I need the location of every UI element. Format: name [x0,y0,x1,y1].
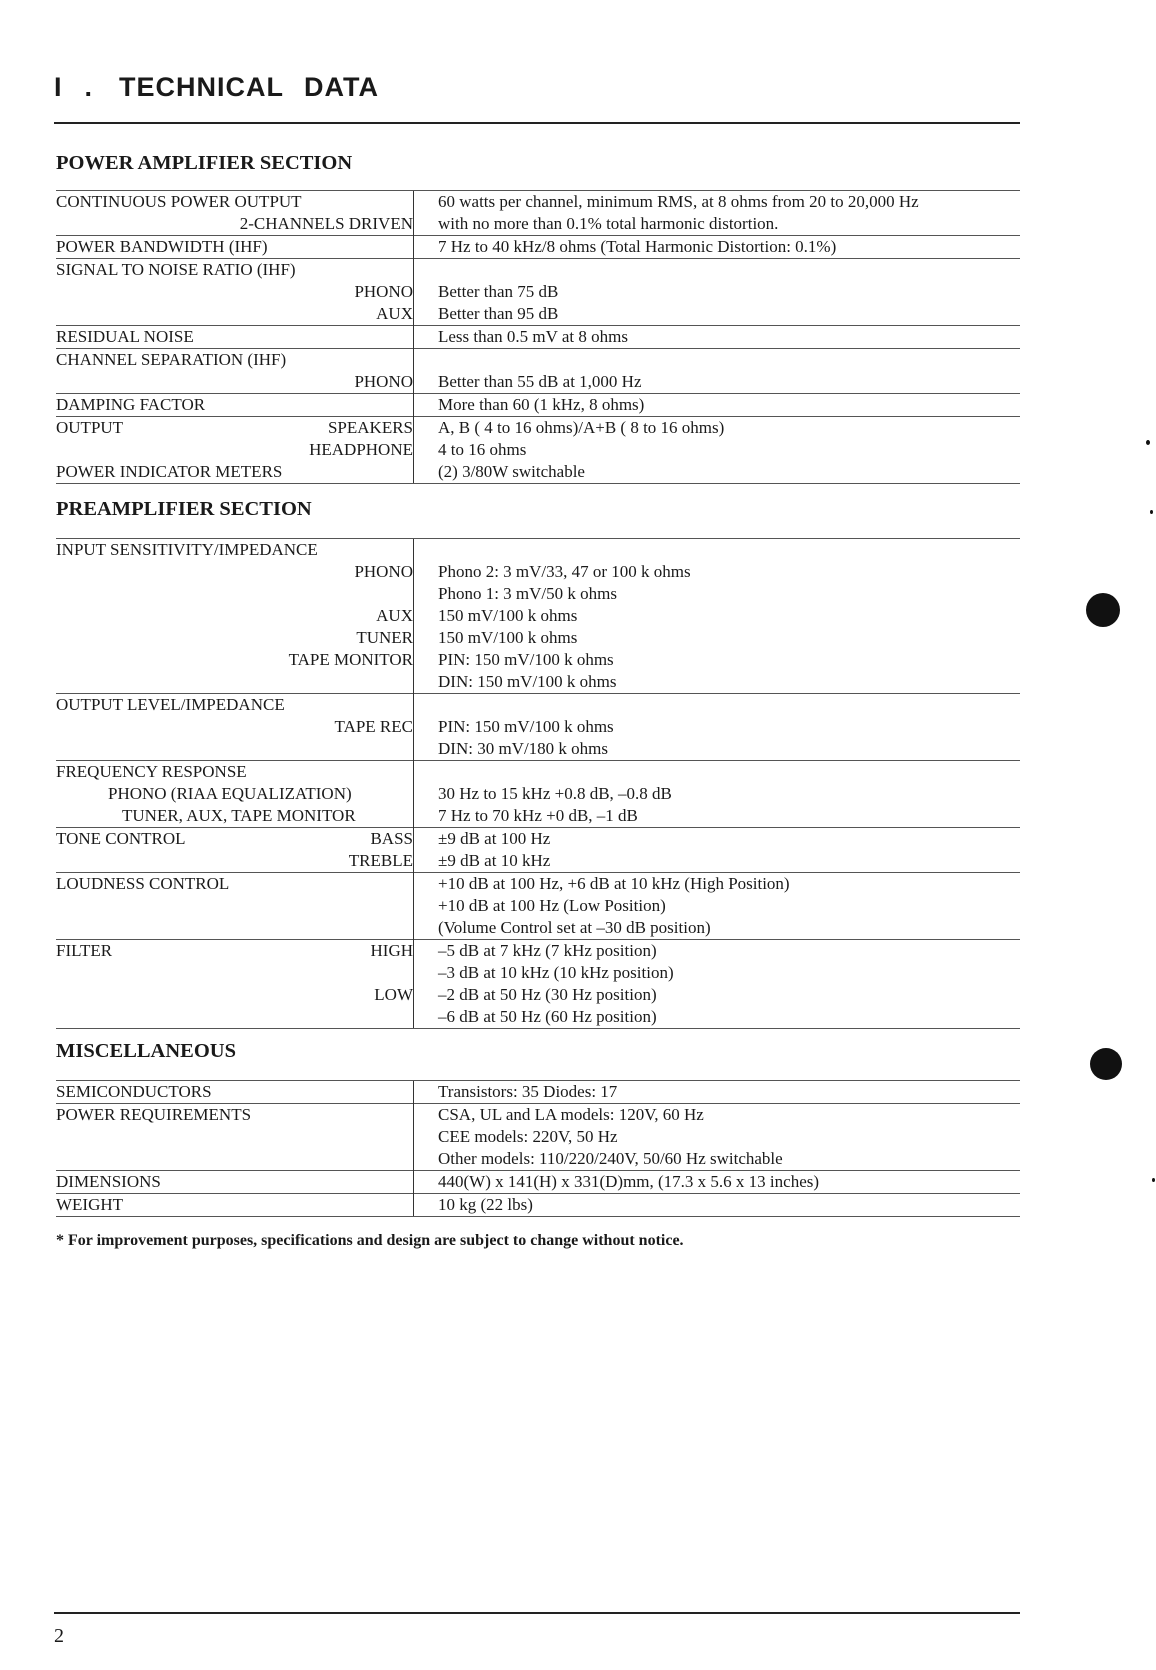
scan-speck [1152,1178,1155,1182]
spec-label-line [56,917,413,939]
spec-label-line [56,281,413,303]
page-number: 2 [54,1625,64,1647]
spec-label-line [56,349,413,371]
spec-label-line [56,1104,413,1126]
spec-label-line [56,828,413,850]
spec-label-line [56,1126,413,1148]
spec-value: A, B ( 4 to 16 ohms)/A+B ( 8 to 16 ohms) [438,418,725,437]
spec-sublabel: BASS [370,829,413,848]
spec-row [56,873,1020,940]
spec-label-line [56,940,413,962]
scan-speck [1146,440,1150,445]
spec-value: –6 dB at 50 Hz (60 Hz position) [438,1007,657,1026]
spec-label [56,371,354,393]
spec-label [56,962,413,984]
spec-value-cell [414,873,1021,940]
heading-word-technical: TECHNICAL [119,72,285,102]
spec-value: 440(W) x 141(H) x 331(D)mm, (17.3 x 5.6 x 13 inches) [438,1172,820,1191]
spec-value: with no more than 0.1% total harmonic distortion. [438,214,779,233]
spec-value: ±9 dB at 100 Hz [438,829,551,848]
spec-value: 150 mV/100 k ohms [438,606,578,625]
spec-value-cell [414,259,1021,326]
spec-label: FREQUENCY RESPONSE [56,762,247,781]
spec-label-cell [56,1194,414,1217]
spec-value: ±9 dB at 10 kHz [438,851,551,870]
top-rule [54,122,1020,124]
spec-label-line [56,213,413,235]
spec-sublabel: PHONO [354,282,413,301]
spec-label: TONE CONTROL [56,829,186,848]
spec-label-line [56,303,413,325]
spec-label-line [56,371,413,393]
spec-label-cell [56,940,414,1029]
spec-sublabel: PHONO [354,562,413,581]
spec-sublabel: PHONO [354,372,413,391]
spec-label-line [56,1148,413,1170]
spec-label-line [56,326,413,348]
spec-label [56,716,335,738]
spec-label [56,281,354,303]
spec-label [56,561,354,583]
spec-value: 7 Hz to 40 kHz/8 ohms (Total Harmonic Distortion: 0.1%) [438,237,837,256]
spec-label-cell [56,539,414,694]
spec-label: POWER REQUIREMENTS [56,1105,252,1124]
spec-label [56,1126,413,1148]
spec-label [56,605,376,627]
spec-label-line [56,895,413,917]
spec-value: 150 mV/100 k ohms [438,628,578,647]
spec-label-line [56,627,413,649]
spec-label-line [56,1194,413,1216]
spec-label-cell [56,417,414,484]
spec-label: POWER INDICATOR METERS [56,462,283,481]
spec-label-cell [56,761,414,828]
spec-label: DIMENSIONS [56,1172,161,1191]
spec-label-line [56,1081,413,1103]
page-heading [54,72,379,103]
spec-row [56,694,1020,761]
power-spec-table [56,190,1020,484]
spec-row [56,417,1020,484]
spec-label-line [56,439,413,461]
scan-punch-hole [1086,593,1120,627]
spec-value: 4 to 16 ohms [438,440,527,459]
spec-value: PIN: 150 mV/100 k ohms [438,717,614,736]
spec-label [56,984,374,1006]
spec-label-line [56,539,413,561]
spec-sublabel: LOW [374,985,413,1004]
spec-row [56,1081,1020,1104]
spec-label: SIGNAL TO NOISE RATIO (IHF) [56,260,296,279]
spec-label-line [56,259,413,281]
spec-row [56,940,1020,1029]
spec-value: DIN: 30 mV/180 k ohms [438,739,608,758]
spec-value-cell [414,417,1021,484]
spec-value: DIN: 150 mV/100 k ohms [438,672,617,691]
spec-label-line [56,236,413,258]
spec-row [56,191,1020,236]
spec-label-line [56,805,413,827]
spec-label-cell [56,236,414,259]
spec-value-cell [414,1171,1021,1194]
heading-dot: . [84,72,94,102]
spec-value-cell [414,828,1021,873]
spec-value: –3 dB at 10 kHz (10 kHz position) [438,963,674,982]
bottom-rule [54,1612,1020,1614]
spec-value-cell [414,349,1021,394]
spec-label [56,303,376,325]
spec-value: +10 dB at 100 Hz, +6 dB at 10 kHz (High Position) [438,874,790,893]
spec-label-cell [56,828,414,873]
spec-label-line [56,671,413,693]
spec-label-line [56,1171,413,1193]
spec-sublabel: HIGH [370,941,413,960]
spec-value-cell [414,326,1021,349]
spec-label-cell [56,1104,414,1171]
spec-sublabel: TUNER, AUX, TAPE MONITOR [122,806,356,825]
spec-label: SEMICONDUCTORS [56,1082,212,1101]
spec-value: +10 dB at 100 Hz (Low Position) [438,896,666,915]
spec-sublabel: SPEAKERS [327,418,413,437]
spec-label-line [56,583,413,605]
spec-label-line [56,394,413,416]
spec-label: DAMPING FACTOR [56,395,206,414]
spec-label-line [56,561,413,583]
spec-sublabel: TAPE MONITOR [288,650,413,669]
spec-value: Phono 1: 3 mV/50 k ohms [438,584,617,603]
spec-value-cell [414,761,1021,828]
footnote: * For improvement purposes, specifications and design are subject to change without notice. [56,1232,684,1249]
spec-label [56,917,413,939]
spec-label: INPUT SENSITIVITY/IMPEDANCE [56,540,318,559]
spec-label [56,1006,413,1028]
spec-value: 30 Hz to 15 kHz +0.8 dB, –0.8 dB [438,784,672,803]
spec-label: POWER BANDWIDTH (IHF) [56,237,268,256]
spec-sublabel: TAPE REC [334,717,413,736]
spec-label: RESIDUAL NOISE [56,327,194,346]
spec-value-cell [414,940,1021,1029]
spec-value [438,539,1020,561]
spec-row [56,236,1020,259]
spec-label-line [56,984,413,1006]
spec-label-cell [56,191,414,236]
spec-label-cell [56,349,414,394]
spec-value [438,761,1020,783]
spec-row [56,349,1020,394]
spec-label-line [56,716,413,738]
spec-value-cell [414,539,1021,694]
spec-label-cell [56,1081,414,1104]
scan-speck [1150,510,1153,514]
spec-label-line [56,962,413,984]
spec-label [56,895,413,917]
spec-value: 60 watts per channel, minimum RMS, at 8 ohms from 20 to 20,000 Hz [438,192,919,211]
preamp-section-title: PREAMPLIFIER SECTION [56,498,312,520]
spec-label-cell [56,259,414,326]
misc-section-title: MISCELLANEOUS [56,1040,236,1062]
spec-label-cell [56,694,414,761]
spec-label: WEIGHT [56,1195,124,1214]
spec-label [56,627,356,649]
spec-value: More than 60 (1 kHz, 8 ohms) [438,395,645,414]
spec-sublabel: AUX [376,606,413,625]
spec-value-cell [414,1081,1021,1104]
power-section-title: POWER AMPLIFIER SECTION [56,152,353,174]
spec-value [438,259,1020,281]
spec-value: CEE models: 220V, 50 Hz [438,1127,618,1146]
scan-punch-hole [1090,1048,1122,1080]
spec-label: CONTINUOUS POWER OUTPUT [56,192,302,211]
spec-value-cell [414,1194,1021,1217]
spec-value: (2) 3/80W switchable [438,462,585,481]
spec-label-line [56,850,413,872]
spec-label-line [56,873,413,895]
spec-label [56,738,413,760]
spec-value-cell [414,191,1021,236]
spec-label-line [56,605,413,627]
spec-label-cell [56,1171,414,1194]
spec-row [56,326,1020,349]
spec-value [438,694,1020,716]
spec-value: Phono 2: 3 mV/33, 47 or 100 k ohms [438,562,691,581]
spec-row [56,394,1020,417]
spec-value-cell [414,236,1021,259]
spec-label-line [56,649,413,671]
spec-sublabel: TREBLE [348,851,413,870]
spec-value: –2 dB at 50 Hz (30 Hz position) [438,985,657,1004]
spec-row [56,1194,1020,1217]
spec-label-cell [56,326,414,349]
heading-number: I [54,72,63,102]
spec-value: CSA, UL and LA models: 120V, 60 Hz [438,1105,704,1124]
spec-label [56,439,309,461]
spec-row [56,259,1020,326]
spec-sublabel: TUNER [356,628,413,647]
spec-value-cell [414,394,1021,417]
spec-value: Better than 55 dB at 1,000 Hz [438,372,642,391]
spec-row [56,539,1020,694]
spec-value: Better than 95 dB [438,304,559,323]
spec-value: PIN: 150 mV/100 k ohms [438,650,614,669]
spec-label-line [56,694,413,716]
spec-label-line [56,191,413,213]
heading-word-data: DATA [304,72,380,102]
spec-label [56,583,413,605]
spec-label-line [56,738,413,760]
spec-label [56,649,289,671]
spec-label [56,213,240,235]
spec-label [56,850,349,872]
spec-label-line [56,1006,413,1028]
spec-value-cell [414,694,1021,761]
spec-value: Better than 75 dB [438,282,559,301]
spec-label-line [56,461,413,483]
spec-value: (Volume Control set at –30 dB position) [438,918,711,937]
spec-label: FILTER [56,941,113,960]
spec-row [56,761,1020,828]
spec-value [438,349,1020,371]
spec-value: Other models: 110/220/240V, 50/60 Hz switchable [438,1149,783,1168]
spec-value: Less than 0.5 mV at 8 ohms [438,327,628,346]
spec-sublabel: PHONO (RIAA EQUALIZATION) [108,784,352,803]
spec-label-line [56,417,413,439]
spec-label [56,671,413,693]
spec-label-line [56,783,413,805]
spec-label: LOUDNESS CONTROL [56,874,230,893]
spec-label-line [56,761,413,783]
misc-spec-table [56,1080,1020,1217]
spec-label-cell [56,873,414,940]
spec-row [56,1104,1020,1171]
spec-value: –5 dB at 7 kHz (7 kHz position) [438,941,657,960]
spec-value: Transistors: 35 Diodes: 17 [438,1082,618,1101]
preamp-spec-table [56,538,1020,1029]
spec-label: OUTPUT LEVEL/IMPEDANCE [56,695,285,714]
spec-value: 10 kg (22 lbs) [438,1195,533,1214]
spec-sublabel: AUX [376,304,413,323]
spec-label-cell [56,394,414,417]
spec-value-cell [414,1104,1021,1171]
spec-row [56,828,1020,873]
spec-label: CHANNEL SEPARATION (IHF) [56,350,287,369]
spec-label: OUTPUT [56,418,124,437]
spec-sublabel: HEADPHONE [309,440,413,459]
spec-label [56,1148,413,1170]
spec-sublabel: 2-CHANNELS DRIVEN [239,214,413,233]
spec-value: 7 Hz to 70 kHz +0 dB, –1 dB [438,806,638,825]
spec-row [56,1171,1020,1194]
